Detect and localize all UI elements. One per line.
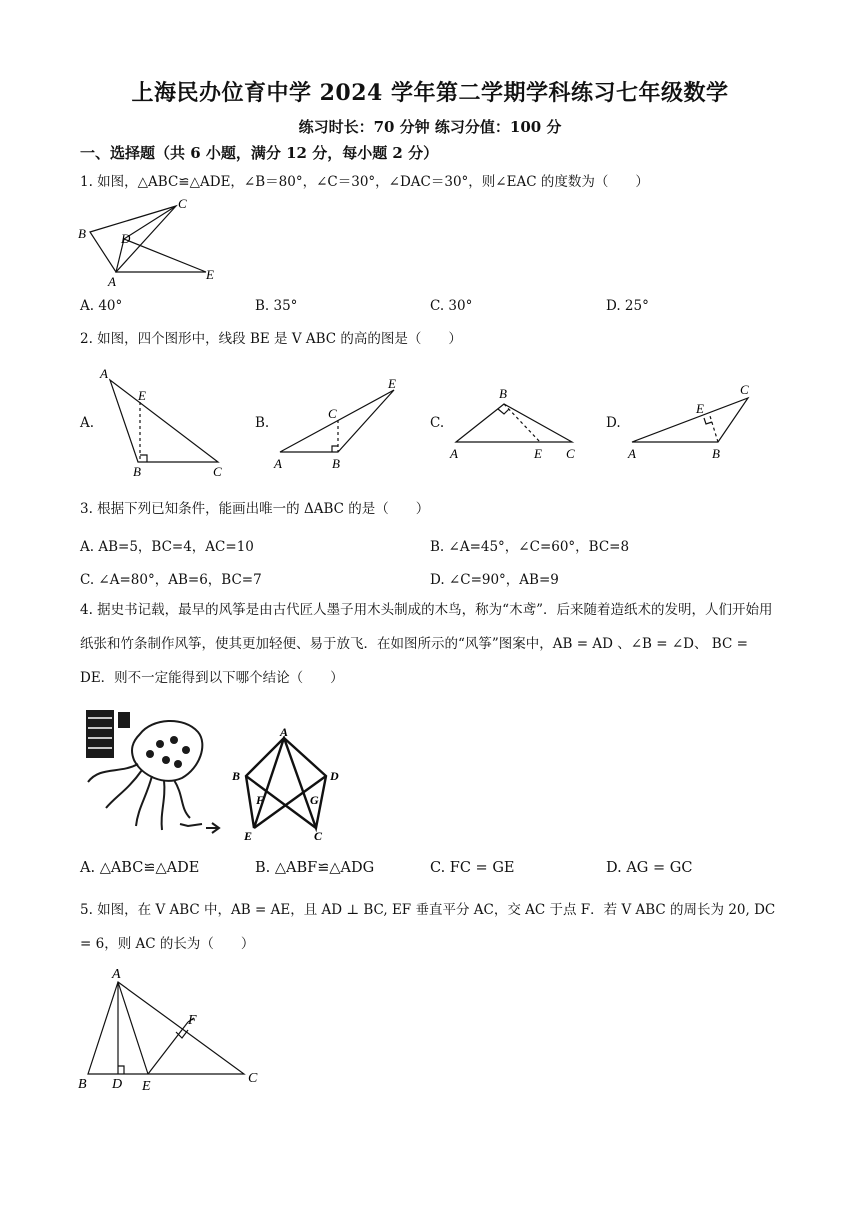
question-3-text: 3. 根据下列已知条件，能画出唯一的 ΔABC 的是（ ） [80, 501, 430, 517]
q5-label-f: F [188, 1013, 197, 1028]
q4-figure [228, 724, 352, 842]
section-heading: 一、选择题（共 6 小题，满分 12 分，每小题 2 分） [80, 144, 439, 162]
q3-option-c[interactable]: C. ∠A=80°，AB=6，BC=7 [80, 572, 262, 588]
q4-label-b: B [232, 769, 241, 783]
exam-info: 练习时长：70 分钟 练习分值：100 分 [298, 118, 562, 136]
question-1-figure [78, 194, 228, 290]
q1-option-b[interactable]: B. 35° [255, 298, 298, 314]
q2d-label-c: C [740, 382, 749, 397]
q2b-label-b: B [332, 456, 340, 471]
q2-figure-d [624, 380, 764, 464]
q3-option-b[interactable]: B. ∠A=45°，∠C=60°，BC=8 [430, 539, 630, 555]
q2c-label-e: E [534, 446, 542, 461]
q2a-label-b: B [133, 464, 141, 478]
q2c-label-c: C [566, 446, 575, 461]
q2-figure-a [96, 366, 236, 478]
q4-option-a[interactable]: A. △ABC≌△ADE [80, 860, 200, 876]
kite-illustration [80, 704, 224, 840]
q2-option-d[interactable]: D. [606, 415, 621, 431]
q3-option-d[interactable]: D. ∠C=90°，AB=9 [430, 572, 559, 588]
q4-option-c[interactable]: C. FC = GE [430, 860, 515, 876]
q5-label-a: A [112, 967, 121, 982]
q4-label-a: A [280, 725, 289, 739]
page-title: 上海民办位育中学 2024 学年第二学期学科练习七年级数学 [131, 80, 729, 106]
q5-label-c: C [248, 1071, 258, 1086]
q4-option-d[interactable]: D. AG = GC [606, 860, 693, 876]
q2d-label-a: A [628, 446, 636, 461]
q2d-label-e: E [696, 401, 704, 416]
q1-label-a: A [108, 274, 116, 289]
q2b-label-a: A [274, 456, 282, 471]
q1-label-d: D [121, 231, 131, 246]
q1-label-b: B [78, 226, 86, 241]
q2d-label-b: B [712, 446, 720, 461]
q4-label-d: D [330, 769, 339, 783]
q3-option-a[interactable]: A. AB=5，BC=4，AC=10 [80, 539, 254, 555]
q1-label-e: E [206, 267, 214, 282]
q1-option-c[interactable]: C. 30° [430, 298, 473, 314]
q2c-label-a: A [450, 446, 458, 461]
q4-label-f: F [256, 793, 265, 807]
question-5-text: 5. 如图，在 V ABC 中，AB = AE，且 AD ⊥ BC, EF 垂直平分 AC，交 AC 于点 F．若 V ABC 的周长为 20, DC = 6，则 AC 的长为（ ） [80, 902, 776, 952]
q1-option-a[interactable]: A. 40° [80, 298, 123, 314]
q2-figure-c [448, 380, 588, 464]
q2-option-b[interactable]: B. [255, 415, 270, 431]
q2-option-c[interactable]: C. [430, 415, 445, 431]
q5-label-e: E [142, 1079, 151, 1094]
question-2-text: 2. 如图，四个图形中，线段 BE 是 V ABC 的高的图是（ ） [80, 331, 462, 347]
q1-option-d[interactable]: D. 25° [606, 298, 649, 314]
question-1-text: 1. 如图，△ABC≌△ADE，∠B＝80°，∠C＝30°，∠DAC＝30°，则∠EAC 的度数为（ ） [80, 174, 649, 190]
q2-figure-b [272, 372, 412, 476]
q2a-label-c: C [213, 464, 222, 478]
q1-label-c: C [178, 196, 187, 211]
q2b-label-e: C [328, 406, 337, 421]
q5-label-d: D [112, 1077, 123, 1092]
q4-label-e: E [244, 829, 253, 842]
q5-label-b: B [78, 1077, 87, 1092]
question-4-text: 4. 据史书记载，最早的风筝是由古代匠人墨子用木头制成的木鸟，称为“木鸢”．后来随着造纸术的发明，人们开始用纸张和竹条制作风筝，使其更加轻便、易于放飞．在如图所示的“风筝”图案中，AB = AD 、∠B = ∠D、 BC = DE．则不一定能得到以下哪个结论（ ） [80, 602, 773, 686]
q4-label-c: C [314, 829, 323, 842]
q2b-label-c: E [388, 376, 396, 391]
q2a-label-a: A [100, 366, 108, 381]
q2c-label-b: B [499, 386, 507, 401]
q2-option-a[interactable]: A. [80, 415, 95, 431]
q4-label-g: G [310, 793, 319, 807]
q2a-label-e: E [138, 388, 146, 403]
q4-option-b[interactable]: B. △ABF≌△ADG [255, 860, 375, 876]
q5-figure [76, 962, 276, 1094]
